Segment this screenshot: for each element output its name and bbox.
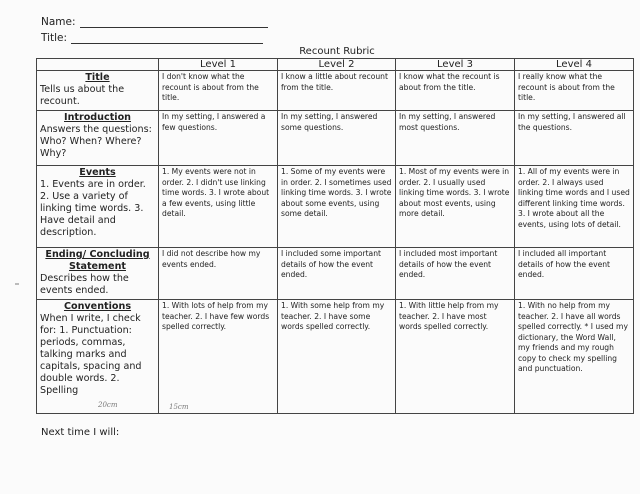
rubric-row-title xyxy=(37,71,634,111)
rubric-cell: 1. With lots of help from my teacher. 2. I have few words spelled correctly. xyxy=(159,300,278,414)
next-time-label: Next time I will: xyxy=(41,427,120,438)
handwritten-note: 20cm xyxy=(98,401,118,409)
name-field-row xyxy=(41,16,268,28)
rubric-cell: In my setting, I answered a few questions. xyxy=(159,111,278,166)
rubric-row-introduction xyxy=(37,111,634,166)
criterion-title: Ending/ Concluding Statement xyxy=(45,249,150,272)
rubric-cell: 1. With no help from my teacher. 2. I have all words spelled correctly. * I used my dictionary, the Word Wall, my friends and my rough copy to check my spelling and punctuation. xyxy=(515,300,634,414)
rubric-cell: I don't know what the recount is about from the title. xyxy=(159,71,278,111)
criterion-cell xyxy=(37,300,159,414)
level-header: Level 4 xyxy=(515,59,634,71)
criterion-cell xyxy=(37,248,159,300)
handwritten-note: 15cm xyxy=(169,403,189,411)
rubric-cell: In my setting, I answered all the questions. xyxy=(515,111,634,166)
criterion-desc: Tells us about the recount. xyxy=(40,84,125,107)
rubric-cell: In my setting, I answered most questions. xyxy=(396,111,515,166)
criterion-desc: 1. Events are in order. 2. Use a variety of linking time words. 3. Have detail and description. xyxy=(40,179,146,238)
level-header: Level 1 xyxy=(159,59,278,71)
name-input-line[interactable] xyxy=(80,16,268,28)
criterion-title: Conventions xyxy=(63,301,132,312)
level-header: Level 3 xyxy=(396,59,515,71)
rubric-cell: 1. Some of my events were in order. 2. I sometimes used linking time words. 3. I wrote about some events, using some detail. xyxy=(278,166,396,248)
rubric-cell: 1. All of my events were in order. 2. I always used linking time words and I used different linking time words. 3. I wrote about all the events, using lots of detail. xyxy=(515,166,634,248)
rubric-table xyxy=(36,58,634,414)
criterion-desc: Describes how the events ended. xyxy=(40,273,129,296)
title-label: Title: xyxy=(41,32,68,44)
rubric-cell: I included all important details of how the event ended. xyxy=(515,248,634,300)
criterion-title: Title xyxy=(85,72,110,83)
rubric-cell: 1. Most of my events were in order. 2. I usually used linking time words. 3. I wrote about most events, using more detail. xyxy=(396,166,515,248)
criterion-desc: When I write, I check for: 1. Punctuation: periods, commas, talking marks and capitals, spacing and double words. 2. Spelling xyxy=(40,313,142,396)
title-input-line[interactable] xyxy=(71,32,263,44)
rubric-cell: 1. With little help from my teacher. 2. I have most words spelled correctly. xyxy=(396,300,515,414)
margin-mark xyxy=(15,283,19,285)
criterion-title: Introduction xyxy=(64,112,131,123)
rubric-cell: 1. With some help from my teacher. 2. I have some words spelled correctly. xyxy=(278,300,396,414)
rubric-cell: 1. My events were not in order. 2. I didn't use linking time words. 3. I wrote about a few events, using little detail. xyxy=(159,166,278,248)
rubric-cell: I did not describe how my events ended. xyxy=(159,248,278,300)
rubric-cell: I included most important details of how the event ended. xyxy=(396,248,515,300)
corner-cell xyxy=(37,59,159,71)
rubric-title: Recount Rubric xyxy=(299,46,375,57)
rubric-row-ending xyxy=(37,248,634,300)
level-header: Level 2 xyxy=(278,59,396,71)
level-header-row xyxy=(37,59,634,71)
rubric-cell: I know what the recount is about from the title. xyxy=(396,71,515,111)
rubric-cell: In my setting, I answered some questions. xyxy=(278,111,396,166)
rubric-row-events xyxy=(37,166,634,248)
title-field-row xyxy=(41,32,263,44)
rubric-cell: I included some important details of how the event ended. xyxy=(278,248,396,300)
rubric-cell: I know a little about recount from the title. xyxy=(278,71,396,111)
criterion-title: Events xyxy=(79,167,116,178)
criterion-desc: Answers the questions: Who? When? Where? Why? xyxy=(40,124,152,159)
rubric-row-conventions xyxy=(37,300,634,414)
criterion-cell xyxy=(37,71,159,111)
criterion-cell xyxy=(37,166,159,248)
rubric-cell: I really know what the recount is about from the title. xyxy=(515,71,634,111)
criterion-cell xyxy=(37,111,159,166)
name-label: Name: xyxy=(41,16,76,28)
